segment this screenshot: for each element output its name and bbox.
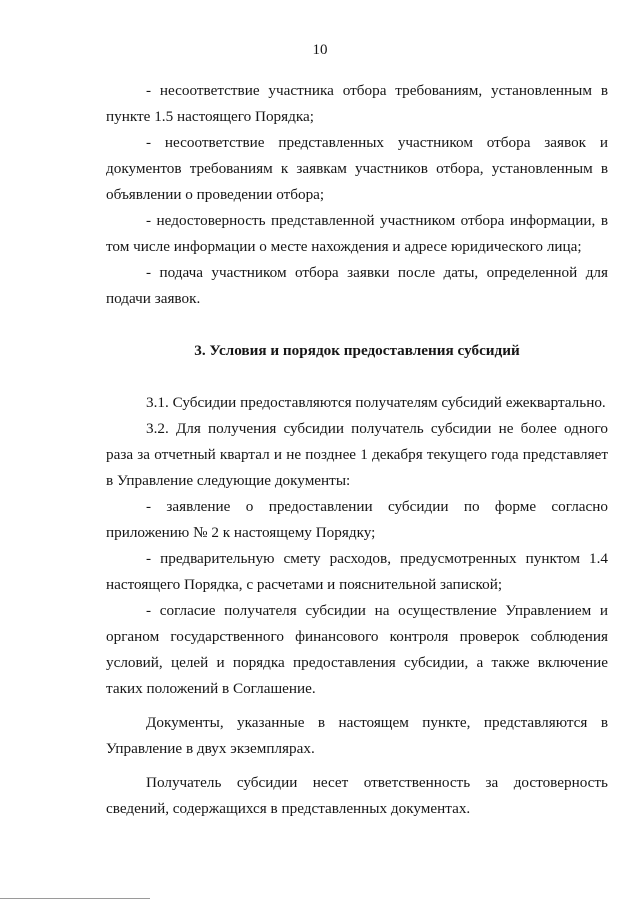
- section-heading: 3. Условия и порядок предоставления субсидий: [194, 342, 520, 359]
- paragraph-rejection-reason-4: - подача участником отбора заявки после даты, определенной для подачи заявок.: [106, 264, 608, 307]
- paragraph-3-1: 3.1. Субсидии предоставляются получателям субсидий ежеквартально.: [146, 394, 606, 411]
- page-number: 10: [312, 42, 328, 58]
- paragraph-document-application: - заявление о предоставлении субсидии по форме согласно приложению № 2 к настоящему Порядку;: [106, 498, 608, 541]
- paragraph-rejection-reason-1: - несоответствие участника отбора требованиям, установленным в пункте 1.5 настоящего Порядка;: [106, 82, 608, 125]
- paragraph-copies: Документы, указанные в настоящем пункте, представляются в Управление в двух экземплярах.: [106, 714, 608, 757]
- spacer: [106, 364, 608, 390]
- document-body: [106, 78, 608, 822]
- spacer: [106, 762, 608, 770]
- paragraph-document-consent: - согласие получателя субсидии на осуществление Управлением и органом государственного финансового контроля проверок соблюдения условий, целей и порядка предоставления субсидии, а также включение таких положений в Соглашение.: [106, 602, 608, 697]
- spacer: [106, 702, 608, 710]
- paragraph-rejection-reason-3: - недостоверность представленной участником отбора информации, в том числе информации о месте нахождения и адресе юридического лица;: [106, 212, 608, 255]
- paragraph-3-2: 3.2. Для получения субсидии получатель субсидии не более одного раза за отчетный квартал и не позднее 1 декабря текущего года представляет в Управление следующие документы:: [106, 420, 608, 489]
- scan-edge-line: [0, 898, 150, 899]
- paragraph-responsibility: Получатель субсидии несет ответственность за достоверность сведений, содержащихся в представленных документах.: [106, 774, 608, 817]
- paragraph-rejection-reason-2: - несоответствие представленных участником отбора заявок и документов требованиям к заявкам участников отбора, установленным в объявлении о проведении отбора;: [106, 134, 608, 203]
- spacer: [106, 312, 608, 338]
- paragraph-document-estimate: - предварительную смету расходов, предусмотренных пунктом 1.4 настоящего Порядка, с расчетами и пояснительной запиской;: [106, 550, 608, 593]
